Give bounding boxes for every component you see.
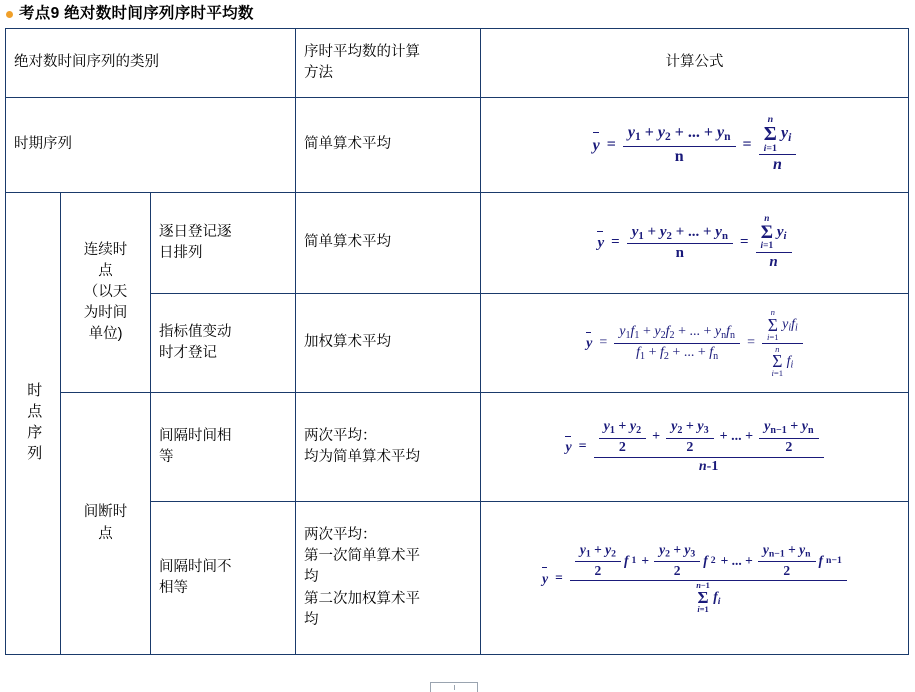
sub-continuous-l1: 连续时 bbox=[83, 241, 128, 258]
header-category: 绝对数时间序列的类别 bbox=[6, 29, 296, 98]
row-unequal-method-l3: 均 bbox=[304, 569, 319, 586]
bullet-icon bbox=[6, 11, 13, 18]
row-unequal-formula: y = $\frac{y_1 + y_2}{2}$ f 1 + $\frac{y_2 + y_3}{2}$ f 2 + ... + $\frac{y_{n-1} + y_n}{2}$ f n−1 n−1 Σ i=1 $f_i$ bbox=[481, 502, 909, 655]
row-group-timepoint bbox=[6, 193, 61, 655]
item-equal-l2: 等 bbox=[159, 449, 174, 465]
item-equal bbox=[151, 393, 296, 502]
item-unequal bbox=[151, 502, 296, 655]
item-daily-l1: 逐日登记逐 bbox=[159, 223, 232, 240]
page-title: 考点9 绝对数时间序列序时平均数 bbox=[19, 5, 254, 23]
table-row-daily bbox=[6, 193, 909, 294]
main-table bbox=[5, 28, 909, 655]
row-period-formula: y = $\frac{y_1 + y_2 + ... + y_n}{n}$ = n Σ i=1 $y_i$ n bbox=[481, 98, 909, 193]
item-change-l1: 指标值变动 bbox=[159, 323, 232, 340]
header-formula: 计算公式 bbox=[481, 29, 909, 98]
item-unequal-l2: 相等 bbox=[159, 580, 188, 596]
sub-intermittent bbox=[61, 393, 151, 655]
item-change-l2: 时才登记 bbox=[159, 345, 217, 361]
sub-intermittent-l1: 间断时 bbox=[83, 504, 128, 521]
table-row-period bbox=[6, 98, 909, 193]
table-row-equal bbox=[6, 393, 909, 502]
group-timepoint-label: 时点序列 bbox=[25, 381, 43, 466]
row-unequal-method-l5: 均 bbox=[304, 611, 319, 628]
sub-continuous-l3: （以天 bbox=[83, 283, 128, 300]
table-header-row bbox=[6, 29, 909, 98]
item-daily-l2: 日排列 bbox=[159, 245, 203, 261]
sub-intermittent-l2: 点 bbox=[98, 525, 113, 542]
sub-continuous-l2: 点 bbox=[98, 262, 113, 279]
row-change-formula: y = $\frac{y_1f_1 + y_2f_2 + ... + y_nf_n}{f_1 + f_2 + ... + f_n}$ = n Σ i=1 $y_if_i$ n Σ i=1 $f_i$ bbox=[481, 294, 909, 393]
item-change bbox=[151, 294, 296, 393]
header-method-line1: 序时平均数的计算 bbox=[304, 43, 420, 60]
row-unequal-method bbox=[296, 502, 481, 655]
row-unequal-method-l4: 第二次加权算术平 bbox=[304, 590, 420, 607]
sub-continuous bbox=[61, 193, 151, 393]
row-daily-formula: y = $\frac{y_1 + y_2 + ... + y_n}{n}$ = n Σ i=1 $y_i$ n bbox=[481, 193, 909, 294]
sub-continuous-l4: 为时间 bbox=[83, 305, 128, 321]
item-daily bbox=[151, 193, 296, 294]
row-period-category: 时期序列 bbox=[6, 98, 296, 193]
row-change-method: 加权算术平均 bbox=[296, 294, 481, 393]
row-unequal-method-l1: 两次平均： bbox=[304, 527, 377, 544]
header-method-line2: 方法 bbox=[304, 65, 333, 81]
row-period-method: 简单算术平均 bbox=[296, 98, 481, 193]
row-equal-formula: y = $\frac{y_1 + y_2}{2}$ + $\frac{y_2 + y_3}{2}$ + ... + $\frac{y_{n-1} + y_n}{2}$ n-1 bbox=[481, 393, 909, 502]
row-unequal-method-l2: 第一次简单算术平 bbox=[304, 548, 420, 565]
item-unequal-l1: 间隔时间不 bbox=[159, 558, 232, 575]
page-title-row bbox=[0, 0, 915, 28]
row-equal-method bbox=[296, 393, 481, 502]
row-equal-method-l1: 两次平均： bbox=[304, 427, 377, 444]
sub-continuous-l5: 单位) bbox=[88, 326, 123, 343]
row-equal-method-l2: 均为简单算术平均 bbox=[304, 449, 420, 465]
header-method bbox=[296, 29, 481, 98]
page-footer-marker bbox=[430, 682, 478, 692]
item-equal-l1: 间隔时间相 bbox=[159, 427, 232, 444]
row-daily-method: 简单算术平均 bbox=[296, 193, 481, 294]
